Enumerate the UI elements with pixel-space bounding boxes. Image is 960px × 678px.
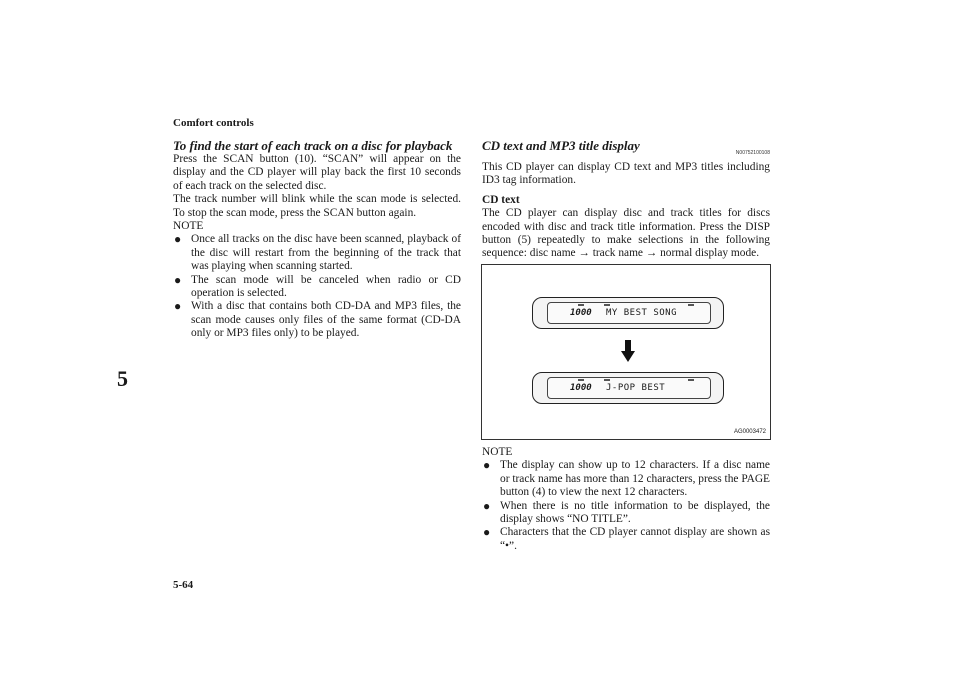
bullet-icon: ● <box>483 525 491 540</box>
display-title-text: MY BEST SONG <box>606 308 678 318</box>
note-list <box>173 233 461 340</box>
list-item: ● Characters that the CD player cannot display are shown as “•”. <box>483 525 770 552</box>
display-title-text: J-POP BEST <box>606 383 666 393</box>
chapter-tab: 5 <box>117 366 128 391</box>
list-item: ● Once all tracks on the disc have been scanned, playback of the disc will restart from the beginning of the track that was playing when scanning started. <box>174 232 461 273</box>
indicator-icon <box>604 379 610 381</box>
indicator-icon <box>578 304 584 306</box>
note-label: NOTE <box>173 220 204 233</box>
bullet-icon: ● <box>483 458 491 473</box>
indicator-icon <box>688 304 694 306</box>
down-arrow-icon <box>621 340 635 362</box>
list-item: ● The display can show up to 12 characters. If a disc name or track name has more than 12 characters, press the PAGE button (4) to view the next 12 characters. <box>483 458 771 499</box>
cd-text-intro: This CD player can display CD text and MP3 titles including ID3 tag information. <box>482 161 770 187</box>
section-code: N00752100108 <box>735 150 770 156</box>
display-panel-1 <box>532 297 724 329</box>
cd-text-paragraph: The CD player can display disc and track titles for discs encoded with disc and track title information. Press the DISP button (5) repeatedly to make selections in the following sequence: disc name → track name → normal display mode. <box>482 207 770 260</box>
note-label: NOTE <box>482 446 513 458</box>
indicator-icon <box>688 379 694 381</box>
section-heading-cd-text: CD text and MP3 title display <box>482 138 640 153</box>
bullet-icon: ● <box>174 299 182 314</box>
bullet-icon: ● <box>174 232 182 247</box>
left-column <box>173 138 461 341</box>
display-figure <box>481 264 771 440</box>
running-header: Comfort controls <box>173 117 254 129</box>
display-screen-1 <box>547 302 711 324</box>
list-item: ● The scan mode will be canceled when radio or CD operation is selected. <box>174 272 461 300</box>
scan-paragraph-1: Press the SCAN button (10). “SCAN” will appear on the display and the CD player will play back the first 10 seconds of each track on the selected disc. <box>173 153 461 192</box>
display-screen-2 <box>547 377 711 399</box>
note-list <box>482 459 770 553</box>
indicator-icon <box>604 304 610 306</box>
display-track-number: 1000 <box>570 308 592 318</box>
right-column <box>482 138 770 261</box>
section-heading-scan: To find the start of each track on a disc for playback <box>173 138 453 153</box>
page-number: 5-64 <box>173 579 194 591</box>
bullet-icon: ● <box>174 272 182 287</box>
list-item: ● With a disc that contains both CD-DA and MP3 files, the scan mode causes only files of the same format (CD-DA only or MP3 files only) to be played. <box>174 299 461 340</box>
cd-text-subheading: CD text <box>482 193 520 206</box>
indicator-icon <box>578 379 584 381</box>
figure-code: AG0003472 <box>733 429 766 435</box>
right-notes <box>482 446 770 553</box>
bullet-icon: ● <box>483 498 491 513</box>
display-panel-2 <box>532 372 724 404</box>
display-track-number: 1000 <box>570 383 592 393</box>
scan-paragraph-2: The track number will blink while the scan mode is selected. To stop the scan mode, press the SCAN button again. <box>173 193 461 219</box>
list-item: ● When there is no title information to be displayed, the display shows “NO TITLE”. <box>483 498 770 526</box>
